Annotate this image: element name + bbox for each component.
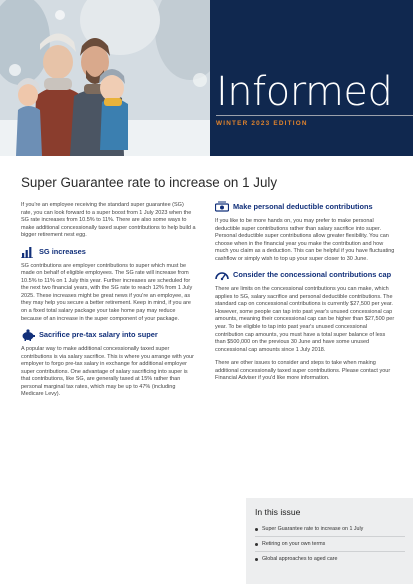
right-column [215, 201, 395, 383]
section-heading-deductible [215, 201, 395, 213]
masthead [210, 0, 413, 156]
family-winter-photo [0, 0, 210, 156]
section-heading-sg [21, 246, 196, 258]
sg-paragraph: SG contributions are employer contributions to super which must be made on behalf of eligible employees. The SG rate will increase from 10.5% to 11% on 1 July this year. Further increases are scheduled for the next two financial years, with the SG rate to reach 12% from 1 July 2025. These increases might be great news if you're an employee, as they may help you secure a better retirement. Keep in mind, if you are on a fixed total salary package your take home pay may reduce because of an increase in the super component of your package. [21, 262, 193, 322]
bar-chart-icon [21, 246, 35, 258]
issue-item[interactable]: Super Guarantee rate to increase on 1 July [255, 522, 405, 537]
section-heading-sacrifice [21, 329, 196, 341]
gauge-icon [215, 269, 229, 281]
masthead-title: Informed [216, 69, 393, 115]
piggy-bank-icon [21, 329, 35, 341]
cap-paragraph-2: There are other issues to consider and steps to take when making additional concessionally taxed super contributions. Please contact your Financial Adviser if you'd like more information. [215, 360, 391, 382]
money-icon [215, 201, 229, 213]
section-title-deductible: Make personal deductible contributions [233, 202, 373, 211]
hero-banner [0, 0, 413, 156]
deductible-paragraph: If you like to be more hands on, you may prefer to make personal deductible super contributions rather than salary sacrifice into super. Personal deductible super contributions allow greater flexibility. You can choose when in the financial year you make the contribution and how much you claim as a deduction. This can be helpful if you have fluctuating cashflow or simply wish to top up your super closer to 30 June. [215, 218, 395, 262]
section-title-sg: SG increases [39, 246, 86, 256]
issue-item[interactable]: Global approaches to aged care [255, 552, 405, 566]
issue-item[interactable]: Retiring on your own terms [255, 537, 405, 552]
sacrifice-paragraph: A popular way to make additional concessionally taxed super contributions is via salary sacrifice. This is where you arrange with your employer to forgo pre-tax salary in exchange for additional employer super contributions. One advantage of salary sacrificing into super is that contributions, like SG, are generally taxed at 15% rather than personal marginal tax rates, which may be up to 47% (including Medicare Levy). [21, 346, 194, 398]
left-column [21, 202, 196, 399]
bullet-icon [255, 543, 258, 546]
masthead-divider [216, 115, 413, 116]
section-title-sacrifice: Sacrifice pre-tax salary into super [39, 330, 158, 340]
section-title-cap: Consider the concessional contributions cap [233, 270, 392, 280]
cap-paragraph-1: There are limits on the concessional contributions you can make, which applies to SG, salary sacrifice and personal deductible contributions. The standard cap on concessional contributions is currently $27,500 per year. However, some people can tap into past year's unused concessional cap amounts, meaning their concessional cap can be higher than $27,500 per year. To be eligible to tap into past year's unused concessional contribution cap amounts, you must have a total super balance of less than $500,000 on the previous 30 June and have some unused concessional cap amounts since 1 July 2018. [215, 286, 395, 353]
in-this-issue-panel [246, 498, 413, 584]
intro-paragraph: If you're an employee receiving the standard super guarantee (SG) rate, you can look forward to a super boost from 1 July 2023 when the SG rate increases from 10.5% to 11%. There are also some ways to make additional concessionally taxed super contributions to help build a bigger retirement nest egg. [21, 202, 196, 239]
bullet-icon [255, 558, 258, 561]
article-title: Super Guarantee rate to increase on 1 July [21, 175, 278, 190]
in-this-issue-title: In this issue [255, 507, 301, 517]
edition-label: WINTER 2023 EDITION [216, 120, 308, 127]
section-heading-cap [215, 269, 395, 281]
family-illustration [0, 0, 210, 156]
bullet-icon [255, 528, 258, 531]
